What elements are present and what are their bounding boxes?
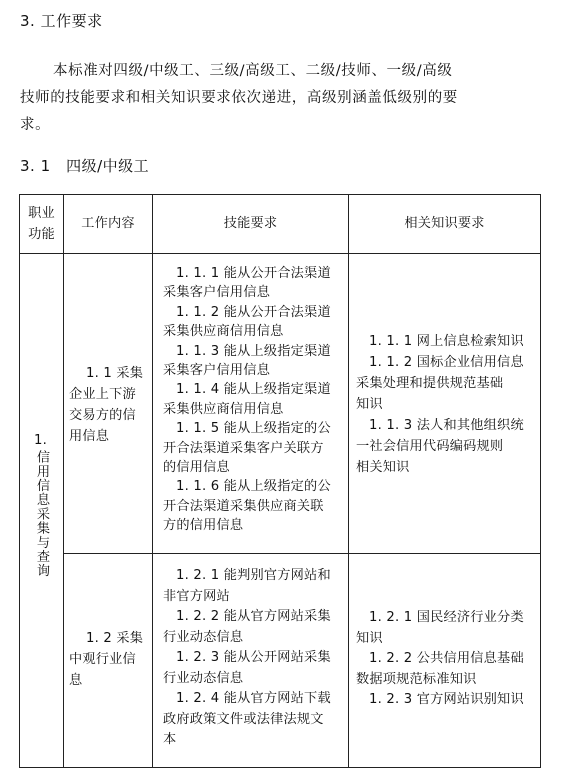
table-border [19, 194, 20, 768]
function-label: 信用信息采集与查询 [34, 450, 49, 578]
table-border [540, 194, 541, 768]
row-1-skills: 1. 1. 1 能从公开合法渠道 采集客户信用信息 1. 1. 2 能从公开合法渠道 采集供应商信用信息 1. 1. 3 能从上级指定渠道 采集客户信用信息 1. 1. 4 能从上级指定渠道 采集供应商信用信息 1. 1. 5 能从上级指定的公 开合法渠道采集客户关联方 的信用信息 1. 1. 6 能从上级指定的公 开合法渠道采集供应商关联 方的信用信息 [163, 266, 331, 534]
header-knowledge: 相关知识要求 [404, 216, 485, 231]
row-2-content: 1. 2 采集 中观行业信 息 [69, 631, 144, 688]
row-2-knowledge: 1. 2. 1 国民经济行业分类 知识 1. 2. 2 公共信用信息基础 数据项规范标准知识 1. 2. 3 官方网站识别知识 [356, 610, 524, 707]
table-border [19, 767, 541, 768]
intro-line: 求。 [20, 117, 51, 133]
intro-line: 技师的技能要求和相关知识要求依次递进，高级别涵盖低级别的要 [20, 90, 458, 106]
table-border [63, 553, 541, 554]
function-number: 1. [34, 433, 47, 448]
table-border [19, 253, 541, 254]
table-border [19, 194, 541, 195]
intro-line: 本标准对四级/中级工、三级/高级工、二级/技师、一级/高级 [53, 63, 453, 79]
header-function: 职业 功能 [28, 206, 55, 242]
table-border [152, 194, 153, 768]
row-2-skills: 1. 2. 1 能判别官方网站和 非官方网站 1. 2. 2 能从官方网站采集 行业动态信息 1. 2. 3 能从公开网站采集 行业动态信息 1. 2. 4 能从官方网站下载 政府政策文件或法律法规文 本 [163, 568, 331, 747]
table-border [348, 194, 349, 768]
subsection-title: 3. 1 四级/中级工 [20, 157, 150, 175]
header-skills: 技能要求 [223, 216, 278, 231]
table-border [63, 194, 64, 768]
header-content: 工作内容 [81, 216, 135, 231]
section-title: 3. 工作要求 [20, 12, 103, 30]
row-1-knowledge: 1. 1. 1 网上信息检索知识 1. 1. 2 国标企业信用信息 采集处理和提供规范基础 知识 1. 1. 3 法人和其他组织统 一社会信用代码编码规则 相关知识 [356, 334, 524, 475]
row-1-content: 1. 1 采集 企业上下游 交易方的信 用信息 [69, 366, 144, 444]
